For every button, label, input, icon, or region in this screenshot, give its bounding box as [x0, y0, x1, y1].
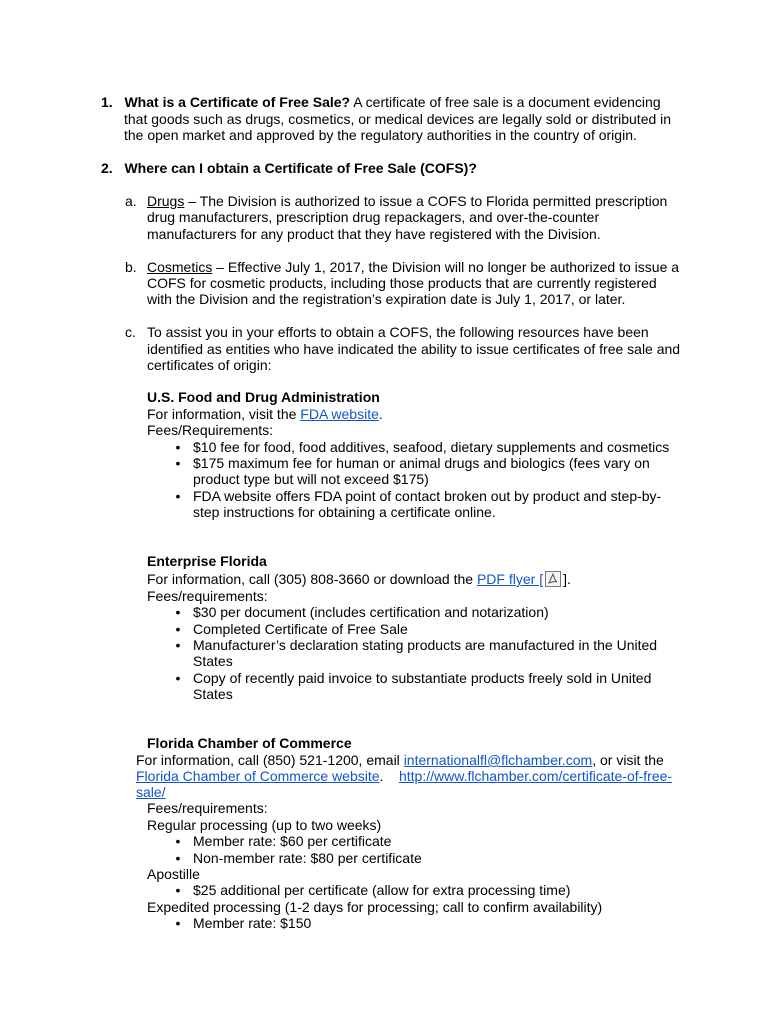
fda-info-suffix: . [378, 406, 383, 422]
fcc-regular-member: Member rate: $60 per certificate [193, 833, 392, 849]
item-a-line2: drug manufacturers, prescription drug repackagers, and over-the-counter [147, 209, 600, 225]
fcc-heading: Florida Chamber of Commerce [147, 735, 352, 751]
fda-info-prefix: For information, visit the [147, 406, 301, 422]
q1-line2: that goods such as drugs, cosmetics, or medical devices are legally sold or distributed in [124, 111, 672, 127]
fcc-url-line2 [136, 784, 166, 800]
bullet-icon: • [175, 439, 181, 455]
bullet-icon: • [175, 915, 181, 931]
q2-line [101, 160, 477, 176]
q1-line1 [101, 94, 661, 110]
bullet-icon: • [175, 670, 181, 686]
fcc-website-link[interactable]: Florida Chamber of Commerce website [136, 768, 380, 784]
fcc-url-link[interactable]: http://www.flchamber.com/certificate-of-free- [398, 768, 673, 784]
fda-bullet-3-line2: step instructions for obtaining a certificate online. [193, 504, 496, 520]
q1-number: 1. [101, 94, 113, 110]
fcc-info-prefix: For information, call (850) 521-1200, email [136, 752, 404, 768]
ef-bullet-3-line1: Manufacturer’s declaration stating products are manufactured in the United [193, 637, 658, 653]
bullet-icon: • [175, 882, 181, 898]
item-b-term: Cosmetics [147, 259, 213, 275]
fda-heading: U.S. Food and Drug Administration [147, 389, 380, 405]
fda-bullet-2-line1: $175 maximum fee for human or animal drugs and biologics (fees vary on [193, 455, 650, 471]
item-b-letter: b. [125, 259, 137, 275]
bullet-icon: • [175, 455, 181, 471]
pdf-icon[interactable] [545, 571, 561, 587]
fcc-links-line [136, 768, 672, 784]
fda-bullet-2-line2: product type but will not exceed $175) [193, 471, 429, 487]
fcc-info [136, 752, 664, 768]
fcc-regular-label: Regular processing (up to two weeks) [147, 817, 382, 833]
item-b-line2: COFS for cosmetic products, including those products that are currently registered [147, 275, 657, 291]
fda-website-link[interactable]: FDA website [300, 406, 379, 422]
ef-info [147, 571, 571, 587]
item-b-text: – Effective July 1, 2017, the Division will no longer be authorized to issue a [212, 259, 680, 275]
bullet-icon: • [175, 604, 181, 620]
q1-title: What is a Certificate of Free Sale? [124, 94, 351, 110]
ef-pdf-flyer-link[interactable]: PDF flyer [ [476, 571, 544, 587]
q1-answer-start: A certificate of free sale is a document evidencing [350, 94, 661, 110]
item-c-line1: To assist you in your efforts to obtain a COFS, the following resources have been [147, 324, 649, 340]
fcc-regular-nonmember: Non-member rate: $80 per certificate [193, 850, 422, 866]
fcc-apostille-fee: $25 additional per certificate (allow for extra processing time) [193, 882, 571, 898]
ef-info-suffix: ]. [563, 571, 571, 587]
bullet-icon: • [175, 488, 181, 504]
ef-bullet-1: $30 per document (includes certification and notarization) [193, 604, 549, 620]
item-b-line1 [147, 259, 679, 275]
q1-line3: the open market and approved by the regulatory authorities in the country of origin. [124, 127, 637, 143]
ef-bullet-4-line1: Copy of recently paid invoice to substantiate products freely sold in United [193, 670, 652, 686]
item-a-line1 [147, 193, 667, 209]
bullet-icon: • [175, 637, 181, 653]
fcc-email-link[interactable]: internationalfl@flchamber.com [403, 752, 593, 768]
fcc-separator: . [379, 768, 399, 784]
ef-bullet-3-line2: States [193, 653, 233, 669]
fda-fees-label: Fees/Requirements: [147, 422, 274, 438]
bullet-icon: • [175, 850, 181, 866]
item-c-line3: certificates of origin: [147, 357, 272, 373]
ef-bullet-2: Completed Certificate of Free Sale [193, 621, 408, 637]
item-a-term: Drugs [147, 193, 185, 209]
q2-title: Where can I obtain a Certificate of Free Sale (COFS)? [124, 160, 477, 176]
bullet-icon: • [175, 833, 181, 849]
fcc-expedited-label: Expedited processing (1-2 days for processing; call to confirm availability) [147, 899, 603, 915]
fcc-expedited-member: Member rate: $150 [193, 915, 312, 931]
fda-info [147, 406, 383, 422]
item-a-text: – The Division is authorized to issue a COFS to Florida permitted prescription [184, 193, 668, 209]
fda-bullet-1: $10 fee for food, food additives, seafood, dietary supplements and cosmetics [193, 439, 670, 455]
item-c-line2: identified as entities who have indicated the ability to issue certificates of free sale and [147, 341, 681, 357]
ef-fees-label: Fees/requirements: [147, 588, 268, 604]
bullet-icon: • [175, 621, 181, 637]
ef-bullet-4-line2: States [193, 686, 233, 702]
item-a-line3: manufacturers for any product that they have registered with the Division. [147, 226, 601, 242]
fcc-fees-label: Fees/requirements: [147, 800, 268, 816]
item-a-letter: a. [125, 193, 137, 209]
ef-info-prefix: For information, call (305) 808-3660 or download the [147, 571, 477, 587]
q2-number: 2. [101, 160, 113, 176]
fcc-url-link-continued[interactable]: sale/ [136, 784, 166, 800]
fcc-apostille-label: Apostille [147, 866, 200, 882]
item-b-line3: with the Division and the registration’s expiration date is July 1, 2017, or later. [147, 291, 626, 307]
fda-bullet-3-line1: FDA website offers FDA point of contact broken out by product and step-by- [193, 488, 662, 504]
item-c-letter: c. [125, 324, 136, 340]
ef-heading: Enterprise Florida [147, 553, 267, 569]
fcc-info-mid: , or visit the [592, 752, 664, 768]
